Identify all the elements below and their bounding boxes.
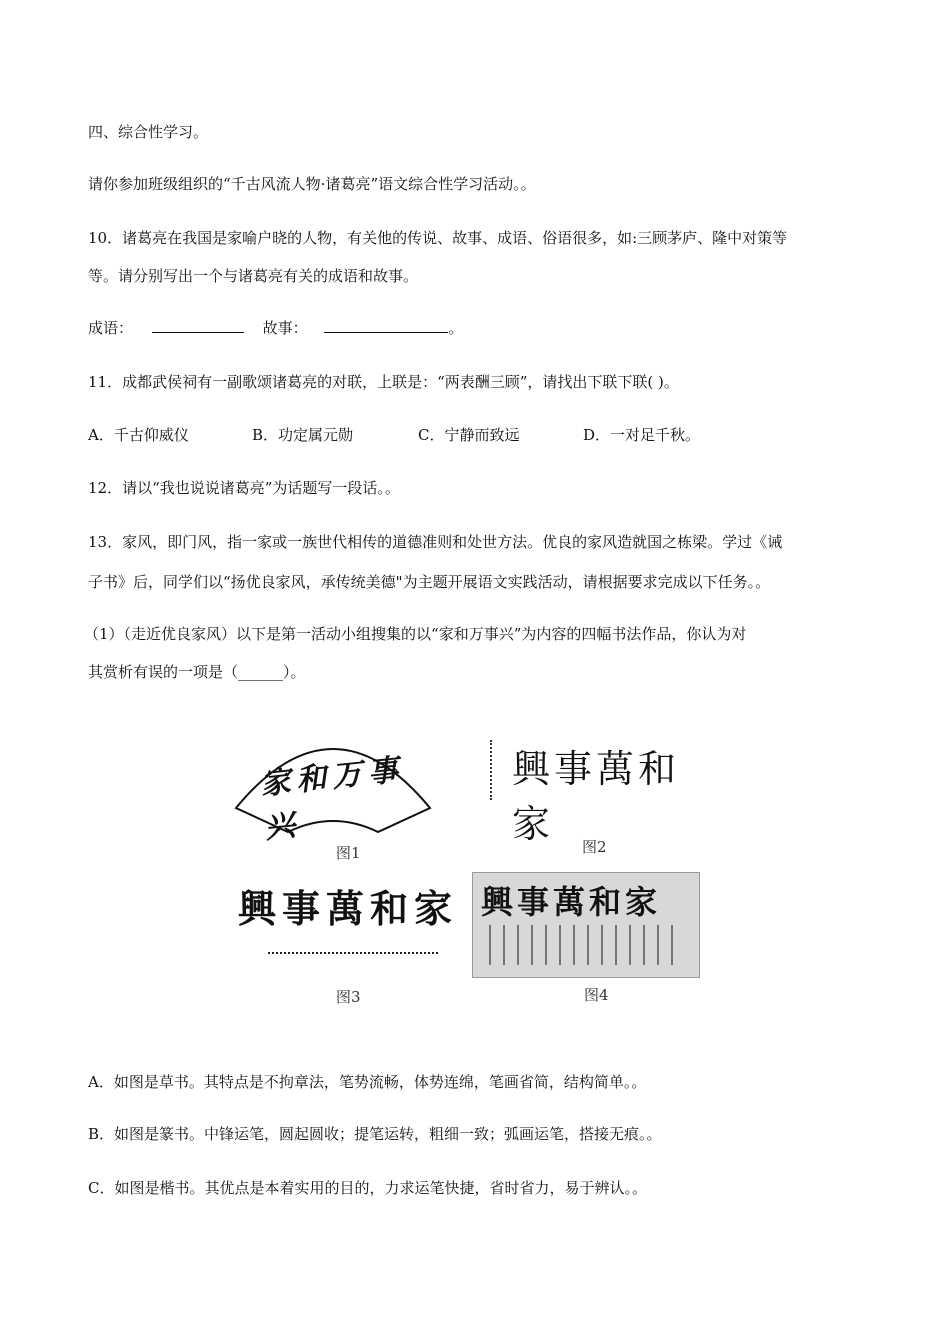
option-letter: A． — [88, 426, 114, 444]
intro-text: 请你参加班级组织的“千古风流人物·诸葛亮”语文综合性学习活动。。 — [88, 175, 536, 193]
option-text: 功定属元勋 — [278, 426, 354, 444]
idiom-label: 成语： — [88, 319, 134, 337]
q13-sub1-line1: （1）（走近优良家风）以下是第一活动小组搜集的以“家和万事兴”为内容的四幅书法作品，你认为对 — [84, 625, 747, 643]
figure-3-caption: 图3 — [336, 988, 361, 1006]
q11-option-c[interactable] — [418, 424, 520, 445]
calligraphy-figures — [228, 720, 708, 1020]
option-letter: C． — [418, 426, 445, 444]
figure-3-inscription — [268, 952, 438, 958]
q10-line1: 10．诸葛亮在我国是家喻户晓的人物，有关他的传说、故事、成语、俗语很多，如:三顾茅庐、隆中对策等 — [88, 229, 788, 247]
figure-2-calligraphy: 興事萬和家 — [512, 747, 681, 846]
figure-1-calligraphy: 家和万事兴 — [258, 752, 406, 846]
q11-stem: 11．成都武侯祠有一副歌颂诸葛亮的对联，上联是：“两表酬三顾”，请找出下联下联( )。 — [88, 373, 679, 391]
figure-4-inscription — [489, 925, 683, 965]
story-label: 故事： — [262, 319, 308, 337]
q13-line2: 子书》后，同学们以“扬优良家风，承传统美德"为主题开展语文实践活动，请根据要求完成以下任务。。 — [88, 573, 771, 591]
figure-4-caption: 图4 — [584, 986, 609, 1004]
option-letter: B． — [252, 426, 279, 444]
q13-option-b[interactable]: B．如图是篆书。中锋运笔，圆起圆收；提笔运转，粗细一致；弧画运笔，搭接无痕。。 — [88, 1125, 662, 1143]
q11-option-b[interactable] — [252, 424, 353, 445]
q13-option-c[interactable]: C．如图是楷书。其优点是本着实用的目的，力求运笔快捷，省时省力，易于辨认。。 — [88, 1179, 647, 1197]
figure-2-signature — [490, 740, 504, 800]
q12-text: 12．请以“我也说说诸葛亮”为话题写一段话。。 — [88, 479, 400, 497]
option-letter: D． — [583, 426, 611, 444]
idiom-blank[interactable] — [152, 318, 244, 333]
option-text: 宁静而致远 — [444, 426, 520, 444]
q11-option-d[interactable] — [583, 424, 700, 445]
figure-2 — [490, 734, 708, 846]
figure-1 — [228, 720, 438, 846]
q13-line1: 13．家风，即门风，指一家或一族世代相传的道德准则和处世方法。优良的家风造就国之栋梁。学过《诫 — [88, 533, 783, 551]
figure-4 — [472, 872, 700, 978]
story-blank[interactable] — [324, 318, 448, 333]
q10-answer-row — [88, 318, 463, 338]
figure-4-calligraphy: 興事萬和家 — [481, 883, 662, 921]
figure-3 — [238, 872, 458, 972]
section-title: 四、综合性学习。 — [88, 123, 209, 141]
figure-3-calligraphy: 興事萬和家 — [238, 886, 459, 931]
figure-1-caption: 图1 — [336, 844, 361, 862]
q13-option-a[interactable]: A．如图是草书。其特点是不拘章法，笔势流畅，体势连绵，笔画省简，结构简单。。 — [88, 1073, 647, 1091]
q10-end-mark: 。 — [448, 319, 464, 337]
q13-sub1-line2: 其赏析有误的一项是（______）。 — [88, 663, 306, 681]
figure-2-caption: 图2 — [582, 838, 607, 856]
option-text: 一对足千秋。 — [610, 426, 701, 444]
option-text: 千古仰威仪 — [113, 426, 189, 444]
q10-line2: 等。请分别写出一个与诸葛亮有关的成语和故事。 — [88, 267, 419, 285]
q11-option-a[interactable] — [88, 424, 189, 445]
